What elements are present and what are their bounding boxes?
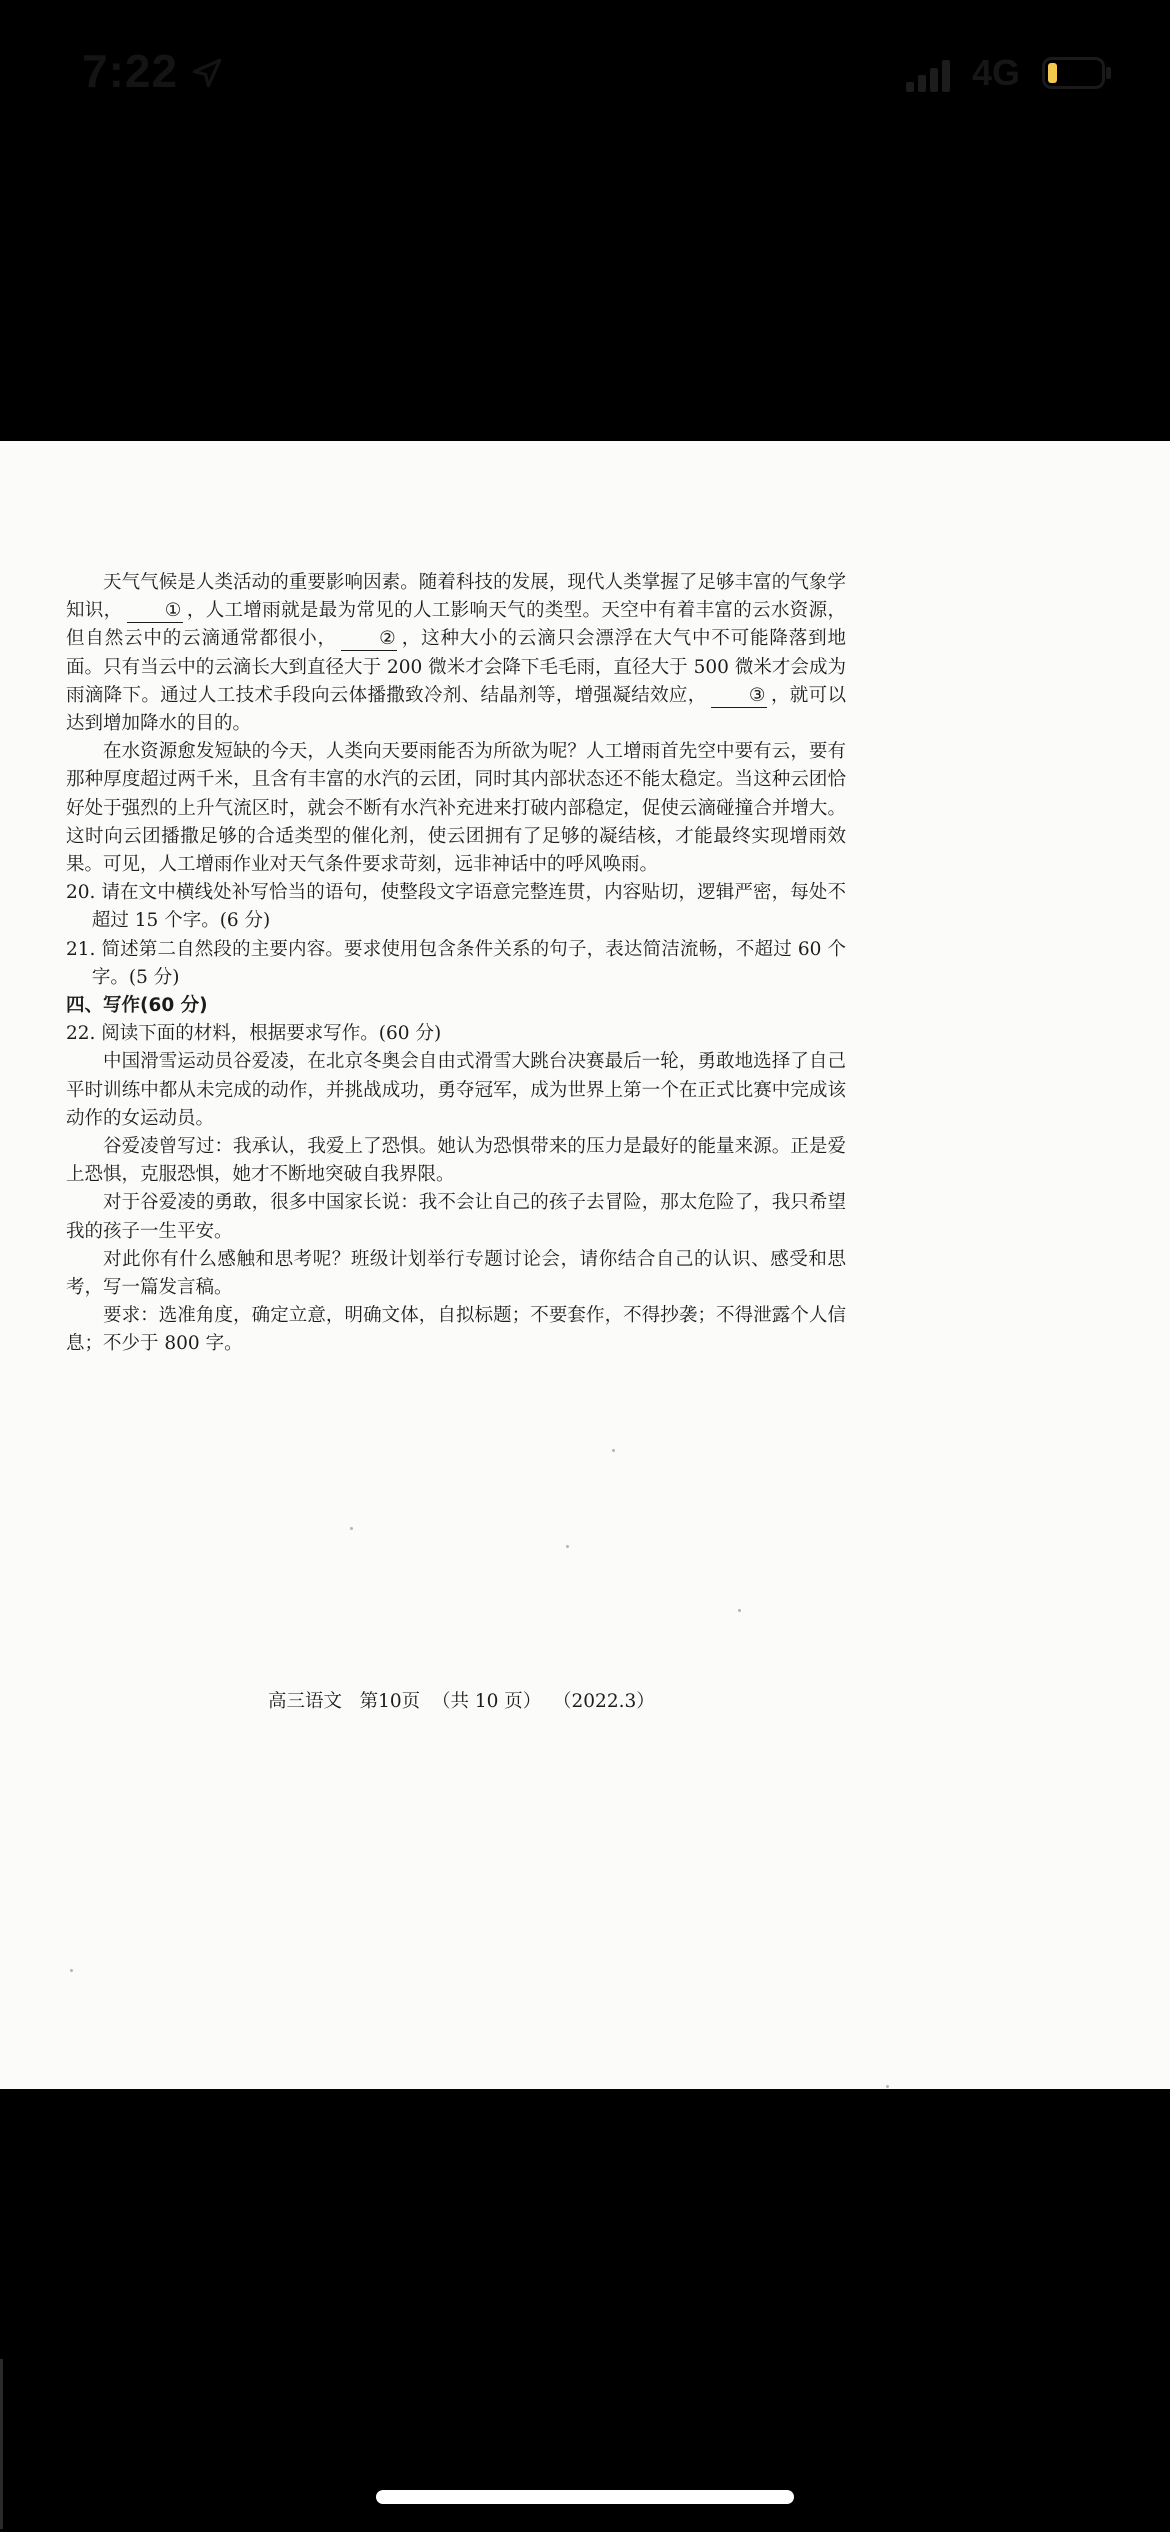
- scan-speck: [566, 1545, 569, 1548]
- battery-icon: [1042, 57, 1112, 89]
- answer-blank-1: ①: [127, 600, 183, 623]
- question-21: 21. 简述第二自然段的主要内容。要求使用包含条件关系的句子，表达简洁流畅，不超过 60 个字。(5 分): [66, 938, 846, 988]
- photo-edge-shadow: [0, 2359, 3, 2529]
- scan-speck: [70, 1969, 73, 1972]
- prompt-paragraph: 对此你有什么感触和思考呢？班级计划举行专题讨论会，请你结合自己的认识、感受和思考，写一篇发言稿。: [66, 1248, 846, 1299]
- requirements-paragraph: 要求：选准角度，确定立意，明确文体，自拟标题；不要套作，不得抄袭；不得泄露个人信息；不少于 800 字。: [66, 1305, 846, 1355]
- question-20: 20. 请在文中横线处补写恰当的语句，使整段文字语意完整连贯，内容贴切，逻辑严密，每处不超过 15 个字。(6 分): [66, 882, 846, 932]
- material-paragraph-1: 中国滑雪运动员谷爱凌，在北京冬奥会自由式滑雪大跳台决赛最后一轮，勇敢地选择了自己平时训练中都从未完成的动作，并挑战成功，勇夺冠军，成为世界上第一个在正式比赛中完成该动作的女运动员。: [66, 1051, 846, 1129]
- scan-speck: [886, 2085, 889, 2088]
- material-paragraph-3: 对于谷爱凌的勇敢，很多中国家长说：我不会让自己的孩子去冒险，那太危险了，我只希望我的孩子一生平安。: [66, 1192, 846, 1242]
- home-indicator[interactable]: [376, 2490, 794, 2504]
- scan-speck: [612, 1449, 615, 1452]
- answer-blank-2: ②: [341, 628, 397, 651]
- section-heading-writing: 四、写作(60 分): [66, 995, 208, 1017]
- question-22: 22. 阅读下面的材料，根据要求写作。(60 分): [66, 1023, 442, 1045]
- signal-bars-icon: [906, 60, 952, 92]
- answer-blank-3: ③: [711, 685, 767, 708]
- scan-speck: [738, 1609, 741, 1612]
- material-paragraph-2: 谷爱凌曾写过：我承认，我爱上了恐惧。她认为恐惧带来的压力是最好的能量来源。正是爱上恐惧，克服恐惧，她才不断地突破自我界限。: [66, 1136, 846, 1186]
- location-arrow-icon: [190, 56, 224, 90]
- passage-paragraph-2: 在水资源愈发短缺的今天，人类向天要雨能否为所欲为呢？人工增雨首先空中要有云，要有那种厚度超过两千米，且含有丰富的水汽的云团，同时其内部状态还不能太稳定。当这种云团恰好处于强烈的上升气流区时，就会不断有水汽补充进来打破内部稳定，促使云滴碰撞合并增大。这时向云团播撒足够的合适类型的催化剂，使云团拥有了足够的凝结核，才能最终实现增雨效果。可见，人工增雨作业对天气条件要求苛刻，远非神话中的呼风唤雨。: [66, 741, 846, 876]
- passage-paragraph-1: 天气气候是人类活动的重要影响因素。随着科技的发展，现代人类掌握了足够丰富的气象学知识， ① ，人工增雨就是最为常见的人工影响天气的类型。天空中有着丰富的云水资源，但自然云中的云滴通常都很小， ② ，这种大小的云滴只会漂浮在大气中不可能降落到地面。只有当云中的云滴长大到直径大于 200 微米才会降下毛毛雨，直径大于 500 微米才会成为雨滴降下。通过人工技术手段向云体播撒致冷剂、结晶剂等，增强凝结效应， ③ ，就可以达到增加降水的目的。: [66, 572, 846, 735]
- network-type-label: 4G: [972, 52, 1021, 93]
- exam-text: [66, 569, 846, 1359]
- status-time: 7:22: [82, 45, 179, 97]
- page-footer: 高三语文 第10页 （共 10 页） （2022.3）: [268, 1691, 655, 1712]
- status-bar: [0, 0, 1170, 150]
- scan-speck: [350, 1527, 353, 1530]
- exam-page-photo: [0, 441, 1170, 2089]
